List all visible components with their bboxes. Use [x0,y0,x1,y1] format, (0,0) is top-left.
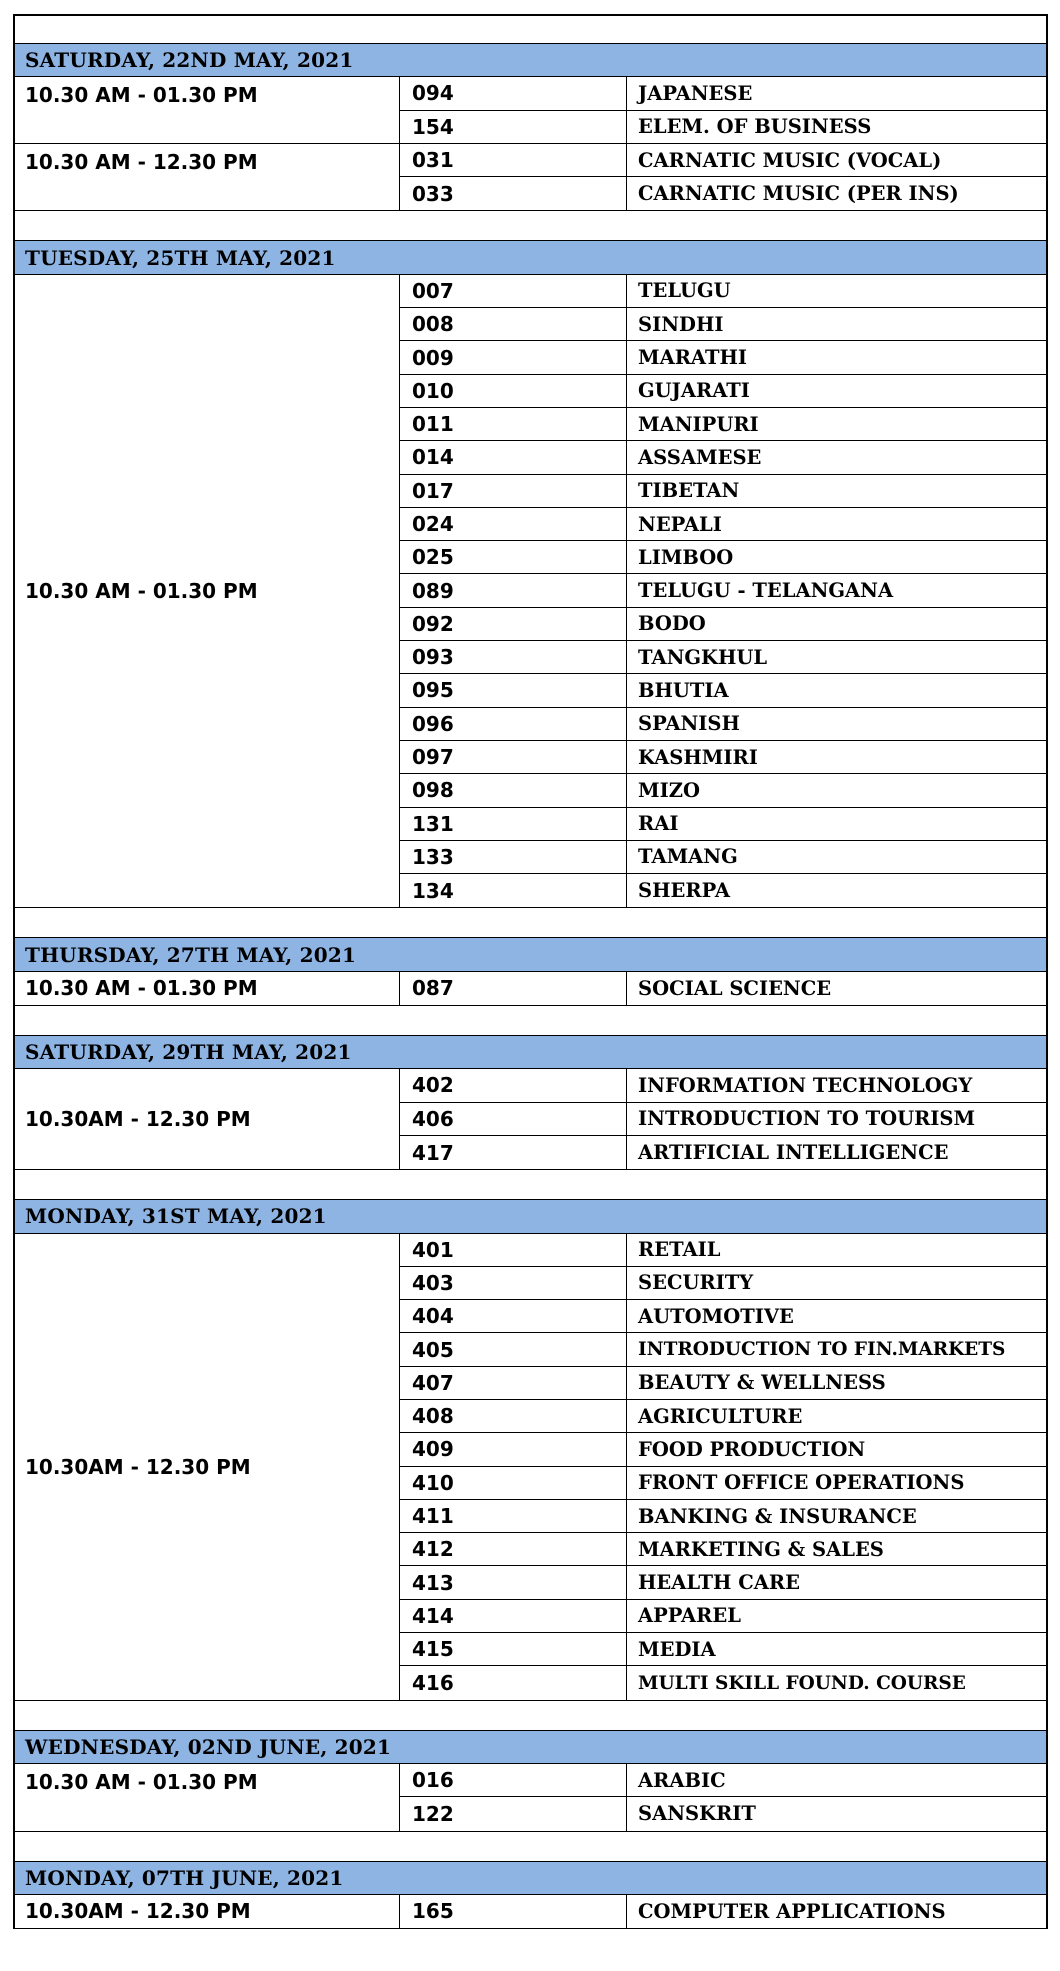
subject-name: SOCIAL SCIENCE [638,976,832,1000]
subject-row [400,144,1046,177]
subject-name: TIBETAN [638,479,740,503]
session-group [15,972,1046,1006]
subject-code: 092 [400,608,627,640]
subject-code: 413 [400,1566,627,1598]
subject-code: 097 [400,741,627,773]
subject-name: INTRODUCTION TO FIN.MARKETS [638,1339,1006,1361]
subject-code: 415 [400,1633,627,1665]
subject-list [400,972,1046,1005]
subject-code: 089 [400,574,627,606]
exam-time: 10.30AM - 12.30 PM [25,1899,251,1924]
subject-code: 416 [400,1666,627,1699]
subject-name: GUJARATI [638,379,750,403]
subject-name: ARTIFICIAL INTELLIGENCE [638,1141,949,1165]
subject-code: 014 [400,441,627,473]
subject-code: 016 [400,1764,627,1796]
subject-code: 408 [400,1400,627,1432]
subject-code: 414 [400,1600,627,1632]
subject-list [400,275,1046,908]
subject-code: 406 [400,1103,627,1135]
subject-name: HEALTH CARE [638,1571,800,1595]
subject-row [400,1433,1046,1466]
subject-code: 122 [400,1797,627,1830]
blank-row [15,16,1046,44]
subject-code: 031 [400,144,627,176]
subject-list [400,1764,1046,1831]
exam-time: 10.30 AM - 01.30 PM [25,579,258,604]
blank-row [15,211,1046,241]
subject-name: MEDIA [638,1637,716,1661]
subject-row [400,1333,1046,1366]
subject-name: ARABIC [638,1768,726,1792]
subject-row [400,1400,1046,1433]
subject-row [400,1234,1046,1267]
exam-date-header: SATURDAY, 29TH MAY, 2021 [15,1036,1046,1069]
subject-row [400,1136,1046,1169]
time-column [15,1234,400,1700]
subject-row [400,1533,1046,1566]
subject-name: TELUGU [638,279,731,303]
subject-name: SHERPA [638,879,730,903]
subject-row [400,111,1046,144]
blank-row [15,1170,1046,1200]
subject-name: MANIPURI [638,412,759,436]
subject-name: BHUTIA [638,678,729,702]
subject-name: ASSAMESE [638,445,762,469]
subject-row [400,1467,1046,1500]
subject-code: 410 [400,1467,627,1499]
subject-row [400,641,1046,674]
subject-code: 409 [400,1433,627,1465]
subject-code: 010 [400,375,627,407]
blank-row [15,1701,1046,1731]
subject-list [400,1234,1046,1700]
subject-name: JAPANESE [638,81,753,105]
exam-date-header: MONDAY, 31ST MAY, 2021 [15,1200,1046,1233]
subject-code: 007 [400,275,627,307]
subject-code: 033 [400,177,627,210]
subject-row [400,1069,1046,1102]
exam-time: 10.30 AM - 01.30 PM [25,976,258,1001]
subject-row [400,674,1046,707]
subject-name: APPAREL [638,1604,741,1628]
exam-time: 10.30AM - 12.30 PM [25,1107,251,1132]
subject-name: RAI [638,812,679,836]
subject-row [400,1566,1046,1599]
subject-name: MARKETING & SALES [638,1537,884,1561]
subject-code: 098 [400,774,627,806]
subject-row [400,177,1046,210]
subject-name: ELEM. OF BUSINESS [638,115,872,139]
subject-row [400,308,1046,341]
subject-name: CARNATIC MUSIC (VOCAL) [638,148,942,172]
exam-date-header: SATURDAY, 22ND MAY, 2021 [15,44,1046,77]
subject-row [400,1267,1046,1300]
subject-row [400,808,1046,841]
subject-row [400,341,1046,374]
subject-row [400,441,1046,474]
subject-row [400,1633,1046,1666]
session-group [15,77,1046,211]
time-column [15,1764,400,1831]
exam-time: 10.30AM - 12.30 PM [25,1454,251,1479]
subject-row [400,1666,1046,1699]
subject-code: 407 [400,1367,627,1399]
subject-name: MULTI SKILL FOUND. COURSE [638,1672,966,1694]
subject-code: 417 [400,1136,627,1169]
subject-name: COMPUTER APPLICATIONS [638,1899,946,1923]
time-column [15,972,400,1005]
session-group [15,275,1046,909]
time-column [15,1895,400,1928]
subject-row [400,774,1046,807]
subject-row [400,508,1046,541]
subject-code: 087 [400,972,627,1005]
subject-code: 154 [400,111,627,143]
subject-code: 411 [400,1500,627,1532]
subject-code: 405 [400,1333,627,1365]
subject-row [400,541,1046,574]
subject-name: NEPALI [638,512,722,536]
subject-row [400,408,1046,441]
session-group [15,1895,1046,1929]
subject-code: 024 [400,508,627,540]
subject-code: 403 [400,1267,627,1299]
subject-name: MARATHI [638,346,748,370]
subject-row [400,1367,1046,1400]
subject-row [400,77,1046,110]
subject-row [400,972,1046,1005]
session-group [15,1764,1046,1832]
subject-list [400,77,1046,210]
subject-row [400,1300,1046,1333]
session-group [15,1069,1046,1170]
subject-name: SPANISH [638,712,740,736]
subject-name: FOOD PRODUCTION [638,1437,866,1461]
subject-name: AUTOMOTIVE [638,1304,794,1328]
time-column [15,275,400,908]
blank-row [15,1006,1046,1036]
time-column [15,77,400,210]
subject-name: SANSKRIT [638,1802,756,1826]
blank-row [15,1832,1046,1862]
exam-date-header: MONDAY, 07TH JUNE, 2021 [15,1862,1046,1895]
subject-name: MIZO [638,778,700,802]
subject-name: KASHMIRI [638,745,758,769]
subject-code: 401 [400,1234,627,1266]
subject-code: 008 [400,308,627,340]
subject-code: 404 [400,1300,627,1332]
subject-row [400,475,1046,508]
subject-name: BEAUTY & WELLNESS [638,1371,886,1395]
subject-code: 134 [400,874,627,907]
time-column [15,1069,400,1169]
subject-row [400,874,1046,907]
subject-row [400,1895,1046,1928]
subject-code: 165 [400,1895,627,1928]
exam-schedule-table [13,14,1048,1929]
subject-row [400,574,1046,607]
subject-code: 017 [400,475,627,507]
subject-code: 009 [400,341,627,373]
subject-name: TANGKHUL [638,645,768,669]
subject-name: SINDHI [638,312,724,336]
subject-list [400,1069,1046,1169]
subject-code: 131 [400,808,627,840]
subject-code: 133 [400,841,627,873]
subject-name: SECURITY [638,1271,754,1295]
subject-row [400,608,1046,641]
subject-code: 011 [400,408,627,440]
subject-row [400,1103,1046,1136]
subject-code: 402 [400,1069,627,1101]
subject-row [400,1797,1046,1830]
subject-row [400,1764,1046,1797]
exam-time: 10.30 AM - 01.30 PM [25,1769,258,1794]
subject-name: FRONT OFFICE OPERATIONS [638,1471,965,1495]
subject-name: LIMBOO [638,545,734,569]
subject-name: BANKING & INSURANCE [638,1504,917,1528]
subject-row [400,275,1046,308]
exam-date-header: WEDNESDAY, 02ND JUNE, 2021 [15,1731,1046,1764]
subject-name: TELUGU - TELANGANA [638,579,894,603]
subject-name: INTRODUCTION TO TOURISM [638,1107,976,1131]
subject-code: 094 [400,77,627,109]
subject-row [400,1500,1046,1533]
exam-date-header: THURSDAY, 27TH MAY, 2021 [15,938,1046,971]
subject-name: INFORMATION TECHNOLOGY [638,1073,973,1097]
exam-time: 10.30 AM - 01.30 PM [15,77,399,144]
subject-row [400,708,1046,741]
subject-row [400,375,1046,408]
subject-name: CARNATIC MUSIC (PER INS) [638,182,959,206]
subject-name: RETAIL [638,1238,721,1262]
subject-list [400,1895,1046,1928]
subject-code: 025 [400,541,627,573]
blank-row [15,908,1046,938]
subject-code: 412 [400,1533,627,1565]
subject-row [400,741,1046,774]
exam-time: 10.30 AM - 12.30 PM [25,149,258,174]
subject-code: 096 [400,708,627,740]
subject-code: 093 [400,641,627,673]
subject-name: TAMANG [638,845,738,869]
subject-row [400,1600,1046,1633]
exam-date-header: TUESDAY, 25TH MAY, 2021 [15,241,1046,274]
subject-row [400,841,1046,874]
subject-code: 095 [400,674,627,706]
subject-name: BODO [638,612,706,636]
subject-name: AGRICULTURE [638,1404,803,1428]
session-group [15,1234,1046,1701]
